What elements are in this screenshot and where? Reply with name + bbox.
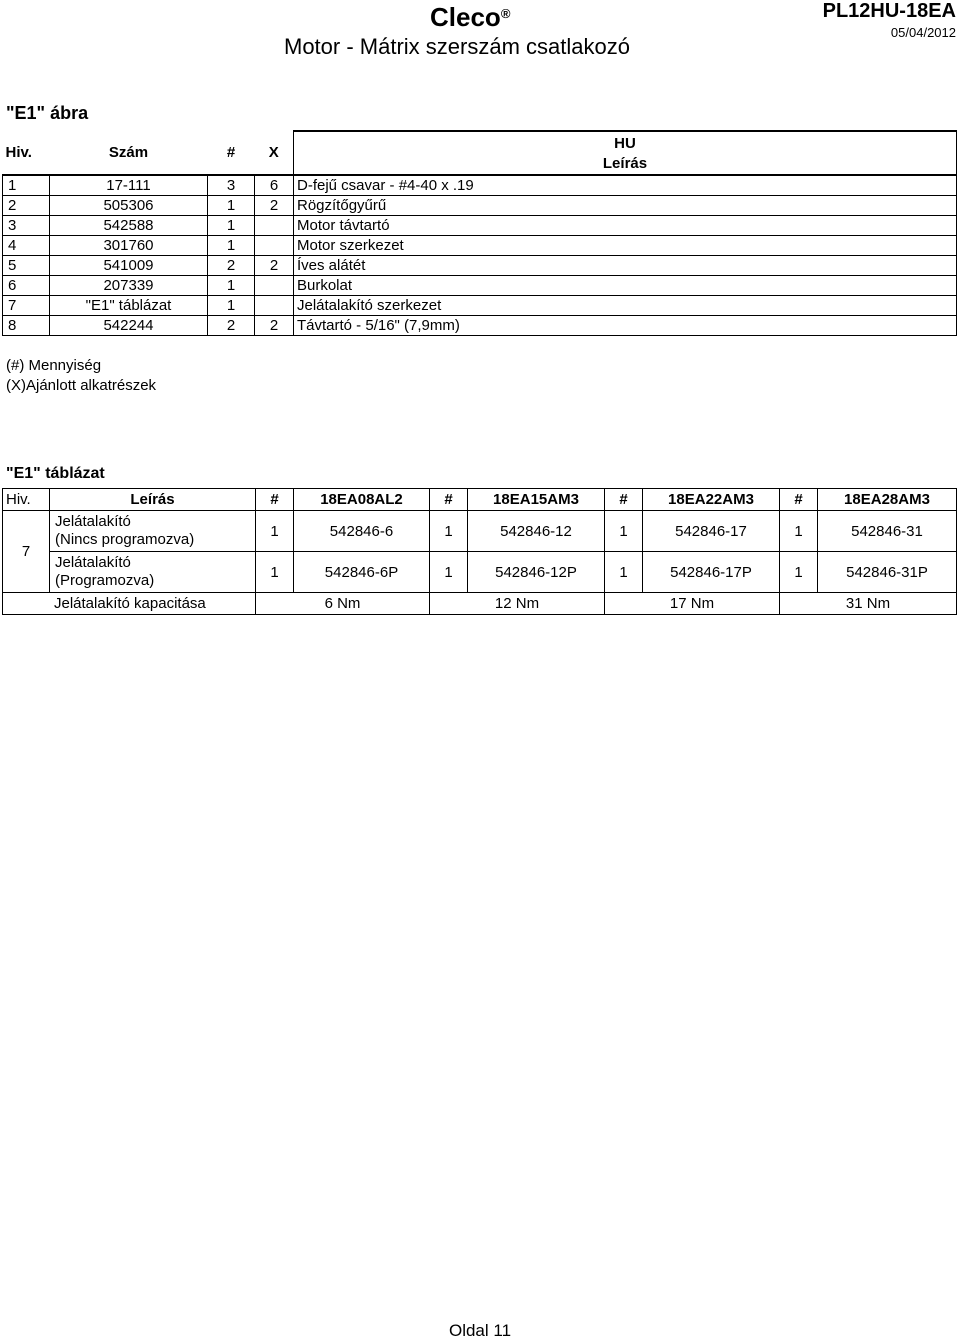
parts-table <box>2 130 957 336</box>
e1-cell: 542846-31 <box>818 511 957 552</box>
part-ref: 4 <box>3 236 50 256</box>
e1-cell: 1 <box>430 552 468 593</box>
part-number: 301760 <box>50 236 208 256</box>
e1-cell: 542846-12 <box>468 511 605 552</box>
part-qty: 2 <box>208 316 255 336</box>
e1-cell: 1 <box>256 511 294 552</box>
part-desc: Jelátalakító szerkezet <box>294 296 957 316</box>
part-qty: 2 <box>208 256 255 276</box>
part-qty: 1 <box>208 216 255 236</box>
part-qty: 1 <box>208 296 255 316</box>
e1-header-model-3: 18EA22AM3 <box>643 489 780 511</box>
e1-desc-line: Jelátalakító <box>55 554 131 571</box>
e1-cell: 1 <box>256 552 294 593</box>
part-number: "E1" táblázat <box>50 296 208 316</box>
e1-header-qty-2: # <box>430 489 468 511</box>
e1-table <box>2 488 957 615</box>
e1-header-desc: Leírás <box>50 489 256 511</box>
document-code: PL12HU-18EA <box>822 0 956 22</box>
part-number: 17-111 <box>50 175 208 196</box>
part-desc: Íves alátét <box>294 256 957 276</box>
parts-row <box>3 276 957 296</box>
e1-cell: 1 <box>605 552 643 593</box>
document-subtitle: Motor - Mátrix szerszám csatlakozó <box>284 34 630 59</box>
part-desc: Távtartó - 5/16" (7,9mm) <box>294 316 957 336</box>
parts-header-row <box>3 131 957 154</box>
brand-name: Cleco <box>430 2 501 32</box>
part-ref: 8 <box>3 316 50 336</box>
part-rec: 2 <box>255 316 294 336</box>
e1-header-ref: Hiv. <box>3 489 50 511</box>
e1-cell: 1 <box>430 511 468 552</box>
e1-cell: 542846-31P <box>818 552 957 593</box>
e1-header-qty-4: # <box>780 489 818 511</box>
legend-rec-note: (X)Ajánlott alkatrészek <box>6 377 157 394</box>
part-rec <box>255 276 294 296</box>
e1-cell: 542846-6P <box>294 552 430 593</box>
part-ref: 2 <box>3 196 50 216</box>
part-ref: 6 <box>3 276 50 296</box>
header-lang: HU <box>294 131 956 153</box>
header-lang-cell <box>294 131 957 154</box>
e1-cell: 542846-12P <box>468 552 605 593</box>
figure-title: "E1" ábra <box>6 103 89 123</box>
parts-row <box>3 216 957 236</box>
e1-capacity-value: 31 Nm <box>780 593 957 615</box>
parts-row <box>3 236 957 256</box>
part-desc: D-fejű csavar - #4-40 x .19 <box>294 175 957 196</box>
e1-header-row <box>3 489 957 511</box>
legend <box>6 356 156 396</box>
e1-table-title: "E1" táblázat <box>6 465 105 482</box>
part-ref: 3 <box>3 216 50 236</box>
part-number: 505306 <box>50 196 208 216</box>
e1-header-model-4: 18EA28AM3 <box>818 489 957 511</box>
e1-row-unprogrammed <box>3 511 957 552</box>
part-rec <box>255 236 294 256</box>
e1-desc-programmed <box>50 552 256 593</box>
e1-cell: 542846-17 <box>643 511 780 552</box>
e1-capacity-value: 6 Nm <box>256 593 430 615</box>
e1-capacity-row <box>3 593 957 615</box>
e1-desc-line: (Nincs programozva) <box>55 531 195 548</box>
header-number: Szám <box>50 131 208 176</box>
part-desc: Rögzítőgyűrű <box>294 196 957 216</box>
parts-row <box>3 196 957 216</box>
e1-capacity-label: Jelátalakító kapacitása <box>3 593 256 615</box>
e1-header-model-2: 18EA15AM3 <box>468 489 605 511</box>
part-rec: 6 <box>255 175 294 196</box>
part-desc: Burkolat <box>294 276 957 296</box>
e1-capacity-value: 12 Nm <box>430 593 605 615</box>
part-desc: Motor szerkezet <box>294 236 957 256</box>
parts-row <box>3 296 957 316</box>
header-desc: Leírás <box>602 155 648 172</box>
part-ref: 7 <box>3 296 50 316</box>
part-rec <box>255 216 294 236</box>
parts-row <box>3 316 957 336</box>
e1-cell: 1 <box>605 511 643 552</box>
registered-mark: ® <box>500 6 511 21</box>
part-number: 541009 <box>50 256 208 276</box>
e1-desc-unprogrammed <box>50 511 256 552</box>
part-qty: 1 <box>208 276 255 296</box>
part-number: 542244 <box>50 316 208 336</box>
header-ref: Hiv. <box>3 131 50 176</box>
parts-row <box>3 175 957 196</box>
page-number: Oldal 11 <box>448 1321 512 1340</box>
part-number: 207339 <box>50 276 208 296</box>
header-rec: X <box>255 131 294 176</box>
parts-row <box>3 256 957 276</box>
e1-cell: 542846-17P <box>643 552 780 593</box>
e1-desc-line: Jelátalakító <box>55 513 131 530</box>
header-desc-cell <box>294 153 957 175</box>
e1-row-programmed <box>3 552 957 593</box>
e1-header-qty-1: # <box>256 489 294 511</box>
part-ref: 1 <box>3 175 50 196</box>
part-desc: Motor távtartó <box>294 216 957 236</box>
e1-header-qty-3: # <box>605 489 643 511</box>
part-ref: 5 <box>3 256 50 276</box>
part-qty: 1 <box>208 196 255 216</box>
e1-capacity-value: 17 Nm <box>605 593 780 615</box>
brand-logo <box>430 2 510 33</box>
part-rec <box>255 296 294 316</box>
document-date: 05/04/2012 <box>890 25 956 40</box>
e1-cell: 542846-6 <box>294 511 430 552</box>
e1-ref: 7 <box>3 511 50 593</box>
part-rec: 2 <box>255 256 294 276</box>
part-qty: 3 <box>208 175 255 196</box>
part-rec: 2 <box>255 196 294 216</box>
part-number: 542588 <box>50 216 208 236</box>
header-qty: # <box>208 131 255 176</box>
e1-header-model-1: 18EA08AL2 <box>294 489 430 511</box>
e1-cell: 1 <box>780 552 818 593</box>
e1-cell: 1 <box>780 511 818 552</box>
e1-desc-line: (Programozva) <box>55 572 155 589</box>
legend-qty-note: (#) Mennyiség <box>6 357 102 374</box>
part-qty: 1 <box>208 236 255 256</box>
